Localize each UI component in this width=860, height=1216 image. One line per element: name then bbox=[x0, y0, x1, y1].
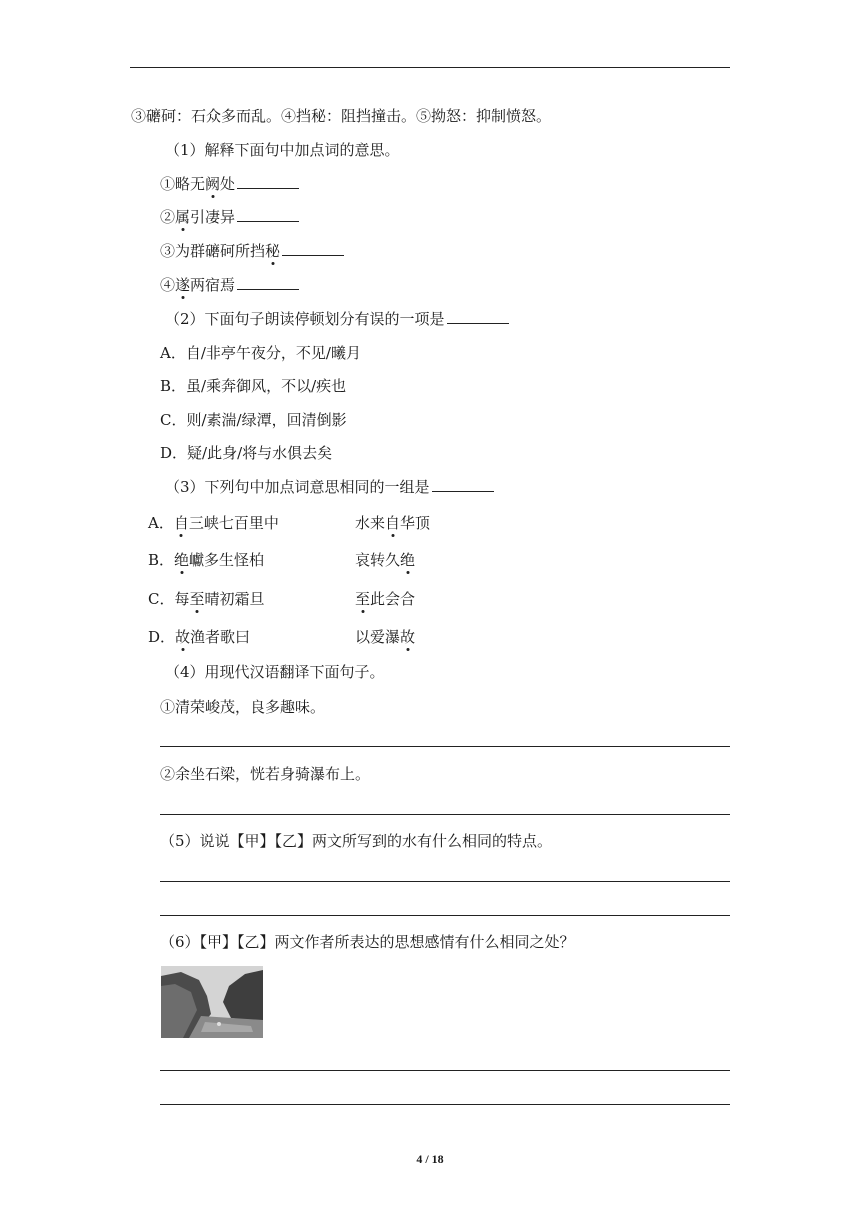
dotted-word: 至 bbox=[355, 590, 371, 608]
option-label: D． bbox=[148, 628, 176, 646]
q1-item-1-post: 处 bbox=[220, 175, 236, 193]
text: 晴初霜旦 bbox=[204, 590, 265, 608]
text: 以爱瀑 bbox=[355, 628, 401, 646]
q2-prompt-line bbox=[165, 309, 509, 329]
answer-line[interactable] bbox=[160, 1104, 730, 1105]
dotted-word: 自 bbox=[173, 514, 189, 532]
q2-option-d: D．疑/此身/将与水俱去矣 bbox=[160, 444, 333, 462]
q3-prompt: （3）下列句中加点词意思相同的一组是 bbox=[165, 478, 430, 496]
answer-line[interactable] bbox=[160, 915, 730, 916]
answer-blank[interactable] bbox=[237, 174, 299, 189]
q1-item-2-post: 引凄异 bbox=[190, 208, 236, 226]
q1-item-2 bbox=[160, 207, 299, 227]
dotted-word: 属 bbox=[175, 208, 191, 226]
answer-blank[interactable] bbox=[447, 309, 509, 324]
dotted-word: 遂 bbox=[175, 276, 191, 294]
dotted-word: 绝 bbox=[400, 551, 416, 569]
option-label: C． bbox=[148, 590, 175, 608]
q4-sentence-1: ①清荣峻茂，良多趣味。 bbox=[160, 698, 326, 716]
q1-item-3 bbox=[160, 241, 344, 261]
q2-option-a: A．自/非亭午夜分，不见/曦月 bbox=[160, 344, 361, 362]
dotted-word: 自 bbox=[385, 514, 401, 532]
q4-prompt: （4）用现代汉语翻译下面句子。 bbox=[165, 663, 385, 681]
q3-row-a-right bbox=[355, 513, 430, 533]
q3-row-d-right bbox=[355, 627, 415, 647]
q1-prompt: （1）解释下面句中加点词的意思。 bbox=[165, 141, 400, 159]
text: 每 bbox=[174, 590, 190, 608]
q4-sentence-2: ②余坐石梁，恍若身骑瀑布上。 bbox=[160, 765, 371, 783]
answer-line[interactable] bbox=[160, 746, 730, 747]
answer-blank[interactable] bbox=[282, 241, 344, 256]
gorge-landscape-image bbox=[161, 966, 263, 1038]
q1-item-3-pre: ③为群礳砢所挡 bbox=[160, 242, 266, 260]
q3-row-d bbox=[148, 627, 730, 647]
q3-row-c-right bbox=[355, 589, 415, 609]
text: 渔者歌曰 bbox=[190, 628, 251, 646]
q3-prompt-line bbox=[165, 477, 494, 497]
q1-item-2-pre: ② bbox=[160, 208, 176, 226]
dotted-word: 秘 bbox=[265, 242, 281, 260]
q5-prompt: （5）说说【甲】【乙】两文所写到的水有什么相同的特点。 bbox=[160, 832, 553, 850]
answer-blank[interactable] bbox=[237, 275, 299, 290]
q1-item-1-pre: ①略无 bbox=[160, 175, 206, 193]
text: 三峡七百里中 bbox=[188, 514, 279, 532]
page-number: 4 / 18 bbox=[416, 1152, 444, 1166]
q6-prompt: （6）【甲】【乙】两文作者所表达的思想感情有什么相同之处？ bbox=[160, 933, 575, 951]
q1-item-4-post: 两宿焉 bbox=[190, 276, 236, 294]
q1-item-1 bbox=[160, 174, 299, 194]
q1-item-4-pre: ④ bbox=[160, 276, 176, 294]
q1-item-4 bbox=[160, 275, 299, 295]
dotted-word: 至 bbox=[189, 590, 205, 608]
dotted-word: 故 bbox=[175, 628, 191, 646]
header-rule bbox=[130, 67, 730, 68]
text: 华顶 bbox=[400, 514, 431, 532]
text: 哀转久 bbox=[355, 551, 401, 569]
answer-line[interactable] bbox=[160, 1070, 730, 1071]
option-label: B． bbox=[148, 551, 175, 569]
q2-prompt: （2）下面句子朗读停顿划分有误的一项是 bbox=[165, 310, 445, 328]
answer-line[interactable] bbox=[160, 881, 730, 882]
q3-row-b-right bbox=[355, 550, 415, 570]
q3-row-b bbox=[148, 550, 730, 570]
q3-row-a bbox=[148, 513, 730, 533]
dotted-word: 故 bbox=[400, 628, 416, 646]
answer-blank[interactable] bbox=[237, 207, 299, 222]
q2-option-c: C．则/素湍/绿潭，回清倒影 bbox=[160, 411, 347, 429]
q3-row-c bbox=[148, 589, 730, 609]
text: 此会合 bbox=[370, 590, 416, 608]
text: 巘多生怪柏 bbox=[189, 551, 265, 569]
dotted-word: 绝 bbox=[174, 551, 190, 569]
answer-line[interactable] bbox=[160, 814, 730, 815]
dotted-word: 阙 bbox=[205, 175, 221, 193]
text: 水来 bbox=[355, 514, 386, 532]
option-label: A． bbox=[148, 514, 174, 532]
answer-blank[interactable] bbox=[432, 477, 494, 492]
gorge-photo bbox=[161, 966, 263, 1038]
q2-option-b: B．虽/乘奔御风，不以/疾也 bbox=[160, 377, 347, 395]
notes-line: ③礳砢：石众多而乱。④挡秘：阻挡撞击。⑤拗怒：抑制愤怒。 bbox=[131, 107, 552, 125]
